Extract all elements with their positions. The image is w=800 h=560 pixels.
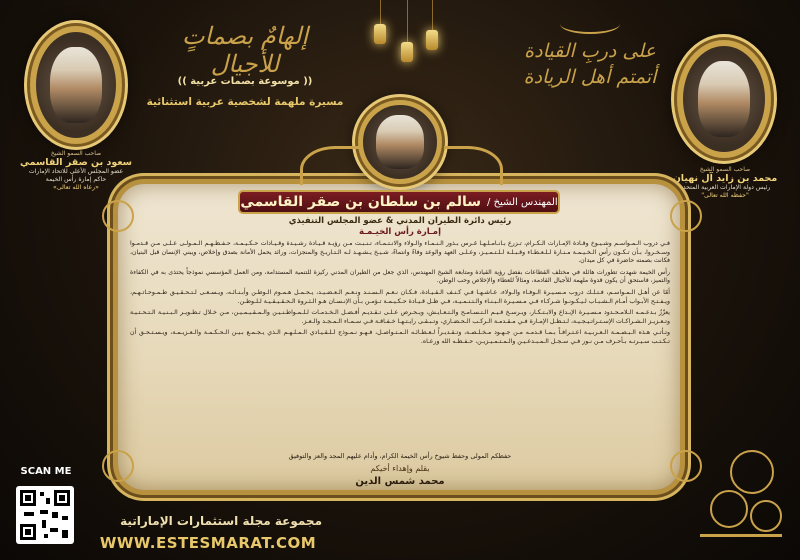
- center-ornament-right-icon: [444, 146, 503, 185]
- article-paragraph: أمّا عن أهـل الـمـواسـم، فـتـلـك دروب مـسـيـرة الـوفـاء والـولاء، عـاشـهـا فـي كـنـف الـقـيـادة، فـكـان نـعـم الـسـنـد ونـعـم الـعـضـيـد، يـحـمـل هـمـوم الـوطـن وأبـنـائـه، ويـسـعـى لـتـحـقـيـق طـمـوحـاتـهـم، ويـفـتـح الأبـواب أمـام الـشـبـاب لـيـكـونـوا شـركـاء فـي مـسـيـرة الـبـنـاء والـتـنـمـيـة، فـي ظـل قـيـادة حـكـيـمـة تـؤمـن بـأن الإنـسـان هـو الـثـروة الـحـقـيـقـيـة لـلـوطـن.: [130, 288, 670, 305]
- swirl-ornament-icon: [102, 200, 134, 232]
- right-name: محمد بن زايد آل نهيان: [672, 173, 778, 184]
- article-paragraph: وتـأتـي هـذه الـبـصـمـة الـعـربـيـة اعـتـرافـاً بـمـا قـدمـه مـن جـهـود مـخـلـصـة، وتـقـديـراً لـعـطـائـه الـمـتـواصـل، فـهـو نـمـوذج لـلـقـيـادي الـمـلـهـم الـذي يـجـمـع بـيـن الـحـكـمـة والـعـزيـمـة، ويـسـتـحـق أن تـكـتـب سـيـرتـه بـأحـرف مـن نـور فـي سـجـل الـمـبـدعـيـن والـمـتـمـيـزيـن، حـفـظـه الله ورعـاه.: [130, 329, 670, 345]
- portrait-image: [698, 61, 750, 137]
- center-portrait-frame: [358, 100, 442, 184]
- header-calligraphy-right-1: على دربِ القيادة: [524, 40, 656, 62]
- header-calligraphy-right-2: أتمتم أهل الريادة: [523, 66, 657, 88]
- swirl-ornament-icon: [670, 200, 702, 232]
- lantern-icon: [426, 30, 438, 50]
- left-name: سعود بن صقر القاسمي: [19, 157, 133, 168]
- left-desc-2: حاكم إمارة رأس الخيمة: [45, 176, 107, 183]
- left-blessing: «رعاه الله تعالى»: [53, 184, 99, 191]
- qr-code[interactable]: [16, 486, 74, 544]
- right-title: صاحب السمو الشيخ: [699, 166, 751, 173]
- left-portrait-frame: [30, 26, 122, 144]
- lantern-icon: [374, 24, 386, 44]
- scan-label: SCAN ME: [20, 466, 72, 477]
- crown-ornament-icon: [560, 14, 620, 34]
- left-title: صاحب السمو الشيخ: [50, 150, 102, 157]
- article-body: [130, 240, 670, 450]
- left-desc-1: عضو المجلس الأعلى للاتحاد الإمارات: [28, 168, 124, 175]
- right-portrait-frame: [677, 40, 771, 158]
- article-paragraph: رأس الخيمة شهدت تطورات هائلة في مختلف القطاعات بفضل رؤية القيادة ومتابعة الشيخ المهندس، الذي جعل من الطيران المدني ركيزة للتنمية المستدامة، ومن العمل المؤسسي نموذجاً يحتذى به في الكفاءة والتميز، فاستحق أن يكون قدوة ملهمة للأجيال القادمة، ومثالاً للعطاء والإخلاص وحب الوطن.: [130, 268, 670, 285]
- lanterns-decoration: [370, 0, 450, 80]
- series-name: (( موسوعة بصمات عربية )): [177, 76, 313, 87]
- closing-prayer: حفظكم المولى وحفظ شيوخ رأس الخيمة الكرام، وأدام عليهم المجد والعز والتوفيق: [288, 452, 512, 460]
- article-paragraph: فـي دروب الـمـواسـم وشـيـوخ وقـادة الإمـارات الـكـرام، تـزرع بـأنـامـلـهـا غـرس بـذور الـنـمـاء والـولاء والانـتـمـاء، تـنـبـت مـن رؤيـة قـيـادة رشـيـدة وقـيـادات حـكـيـمـة، حـفـظـهـم الـمـولـى عـلـى مـن قـدمـوا وسـخـروا، بـأن تـكـون رأس الـخـيـمـة مـنـارة لـلـعـطـاء وقـبـلـة لـلـتـمـيـز، وعـلـى العهد والوعد وفاءً وانتماءً، شـيـخ يـشـهـد لـه الـتـاريـخ والمنجزات، ورائد يحمل الأمانة بصدق وإخلاص، ويبني الإنسان قبل البنيان، فكانت بصمته حاضرة في كل ميدان.: [130, 240, 670, 265]
- sign-intro: بقلم وإهداء أخيكم: [370, 464, 430, 473]
- magazine-name: مجموعة مجلة استثمارات الإماراتية: [120, 514, 322, 528]
- header-calligraphy-left: إلهامٌ بصماتٍ للأجيال: [181, 22, 309, 78]
- feature-subtitle-2: إمـارة رأس الخيـمـة: [358, 227, 441, 237]
- left-portrait-caption: [0, 150, 152, 192]
- feature-subtitle-1: رئيس دائرة الطيران المدني & عضو المجلس التنفيذي: [288, 216, 512, 226]
- article-paragraph: يعزّزُ بـدعـمـه الـلامـحـدود مـسـيـرة الإبـداع والابـتـكـار، ويـرسـخ قـيـم الـتـسـامـح والـتـعـايـش، ويـحـرص عـلـى تـقـديـم أفـضـل الـخـدمـات لـلـمـواطـنـيـن والـمـقـيـمـيـن، مـن خـلال تـطـويـر الـبـنـيـة الـتـحـتـيـة وتـعـزيـز الـشـراكـات الإسـتـراتـيـجـيـة، لـتـظـل الإمـارة فـي مـقـدمـة الـركـب الـحـضـاري، وتـبـقـى رايـتـهـا خـفـاقـة فـي سـمـاء الـمـجـد والـعـز.: [130, 309, 670, 325]
- right-desc-1: رئيس دولة الإمارات العربية المتحدة: [679, 184, 771, 191]
- right-blessing: "حفظه الله تعالى": [701, 192, 749, 199]
- portrait-image: [50, 47, 101, 123]
- feature-title-bar: [238, 190, 560, 214]
- portrait-image: [376, 115, 423, 168]
- website-link[interactable]: WWW.ESTESMARAT.COM: [99, 534, 317, 552]
- lantern-icon: [401, 42, 413, 62]
- feature-name: سالم بن سلطان بن صقر القاسمي: [240, 194, 482, 210]
- center-ornament-left-icon: [300, 146, 359, 185]
- corner-ornament-icon: [690, 440, 790, 550]
- swirl-ornament-icon: [102, 450, 134, 482]
- feature-prefix: المهندس الشيخ /: [487, 196, 558, 208]
- series-tagline: مسيرة ملهمة لشخصية عربية استثنائية: [146, 96, 344, 108]
- author-name: محمد شمس الدين: [355, 476, 445, 487]
